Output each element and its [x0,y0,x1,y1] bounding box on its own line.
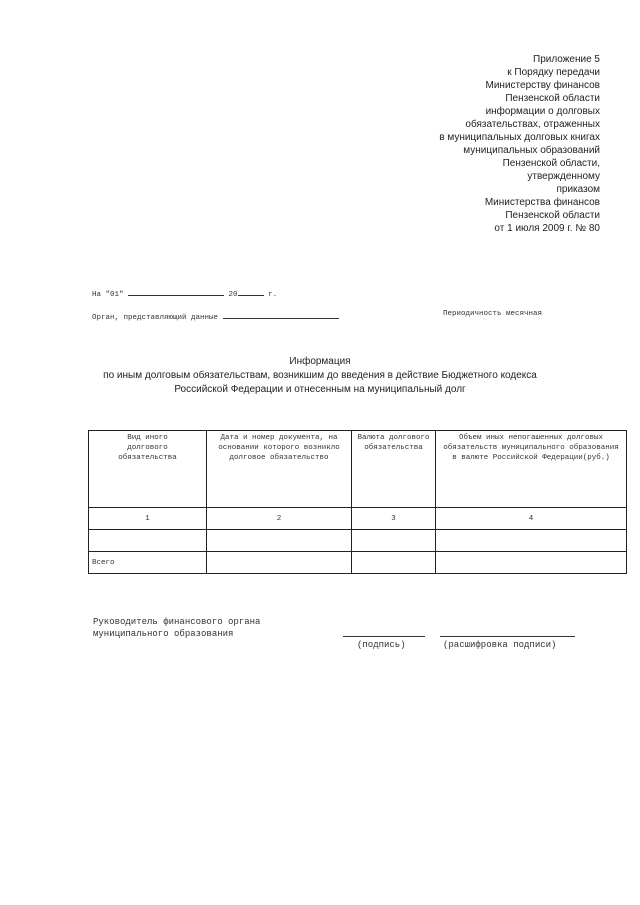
column-number: 1 [89,508,207,530]
signature-field[interactable] [343,636,425,637]
table-row [89,530,627,552]
debt-table [88,430,627,574]
appendix-line: муниципальных образований [463,145,600,156]
role-line-1: Руководитель финансового органа [93,617,261,627]
decode-caption: (расшифровка подписи) [443,640,557,650]
total-cell[interactable] [352,552,436,574]
appendix-line: к Порядку передачи [507,67,600,78]
year-field[interactable] [238,287,264,296]
appendix-line: в муниципальных долговых книгах [439,132,600,143]
title-heading: Информация [289,356,351,367]
title-line-2: Российской Федерации и отнесенным на муниципальный долг [174,384,466,395]
role-line-2: муниципального образования [93,629,234,639]
date-suffix: г. [268,291,278,299]
appendix-line: Пензенской области, [502,158,600,169]
column-number: 3 [352,508,436,530]
table-cell[interactable] [352,530,436,552]
table-number-row [89,508,627,530]
date-line [92,287,277,299]
header-cell: Вид иного долгового обязательства [89,431,207,508]
date-prefix: На "01" [92,291,124,299]
header-cell: Дата и номер документа, на основании которого возникло долговое обязательство [207,431,352,508]
column-number: 2 [207,508,352,530]
org-field[interactable] [223,310,339,319]
year-prefix: 20 [228,291,238,299]
appendix-line: информации о долговых [485,106,600,117]
header-cell: Объем иных непогашенных долговых обязательств муниципального образования в валюте Российской Федерации(руб.) [436,431,627,508]
appendix-line: от 1 июля 2009 г. № 80 [494,223,600,234]
signatory-role [93,616,260,640]
appendix-line: Пензенской области [505,93,600,104]
month-field[interactable] [128,287,224,296]
total-label: Всего [89,552,207,574]
periodicity: Периодичность месячная [443,310,543,318]
table-cell[interactable] [207,530,352,552]
total-row [89,552,627,574]
table-cell[interactable] [89,530,207,552]
appendix-line: обязательствах, отраженных [465,119,600,130]
column-number: 4 [436,508,627,530]
total-cell[interactable] [436,552,627,574]
appendix-line: Пензенской области [505,210,600,221]
appendix-line: Министерству финансов [485,80,600,91]
table-header-row [89,431,627,508]
org-label: Орган, представляющий данные [92,314,219,322]
appendix-header [360,53,600,235]
total-cell[interactable] [207,552,352,574]
header-cell: Валюта долгового обязательства [352,431,436,508]
appendix-line: приказом [556,184,600,195]
appendix-line: Министерства финансов [484,197,600,208]
table-cell[interactable] [436,530,627,552]
signature-decode-field[interactable] [440,636,575,637]
document-title [60,355,580,397]
signature-caption: (подпись) [357,640,406,650]
appendix-line: Приложение 5 [533,54,600,65]
title-line-1: по иным долговым обязательствам, возникшим до введения в действие Бюджетного кодекса [103,370,537,381]
org-line [92,310,339,322]
appendix-line: утвержденному [527,171,600,182]
